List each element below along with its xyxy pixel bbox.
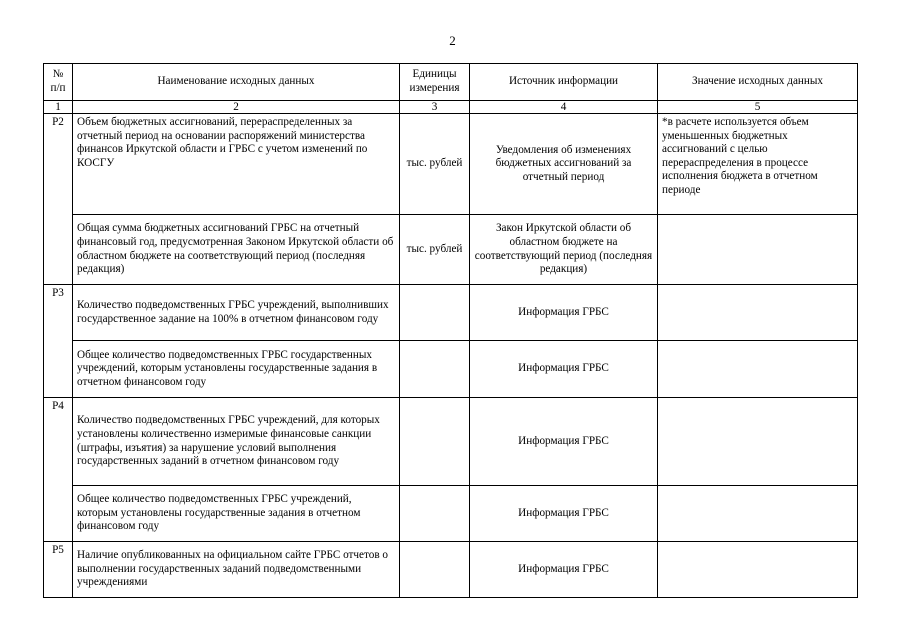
row-name: Объем бюджетных ассигнований, перераспределенных за отчетный период на основании распоряжений министерства финансов Иркутской области и ГРБС с учетом изменений по КОСГУ — [73, 114, 400, 215]
column-index: 1 — [44, 101, 73, 114]
row-value — [658, 341, 858, 398]
row-value — [658, 285, 858, 341]
header-unit: Единицы измерения — [400, 64, 470, 101]
table-row — [44, 114, 858, 215]
header-num: № п/п — [44, 64, 73, 101]
column-index-row — [44, 101, 858, 114]
row-number: Р2 — [44, 114, 73, 285]
row-source: Информация ГРБС — [470, 486, 658, 542]
row-number: Р5 — [44, 542, 73, 598]
table-row — [44, 285, 858, 341]
table-header-row — [44, 64, 858, 101]
table-row — [44, 341, 858, 398]
row-value — [658, 542, 858, 598]
row-value — [658, 486, 858, 542]
header-source: Источник информации — [470, 64, 658, 101]
row-number: Р4 — [44, 398, 73, 542]
column-index: 4 — [470, 101, 658, 114]
column-index: 5 — [658, 101, 858, 114]
row-unit — [400, 486, 470, 542]
row-source: Информация ГРБС — [470, 398, 658, 486]
row-name: Общая сумма бюджетных ассигнований ГРБС на отчетный финансовый год, предусмотренная Законом Иркутской области об областном бюджете на соответствующий период (последняя редакция) — [73, 215, 400, 285]
row-name: Общее количество подведомственных ГРБС учреждений, которым установлены государственные задания в отчетном финансовом году — [73, 486, 400, 542]
row-unit — [400, 398, 470, 486]
page-number: 2 — [449, 33, 456, 48]
row-unit — [400, 341, 470, 398]
row-name: Количество подведомственных ГРБС учреждений, выполнивших государственное задание на 100% в отчетном финансовом году — [73, 285, 400, 341]
row-source: Информация ГРБС — [470, 542, 658, 598]
row-source: Закон Иркутской области об областном бюджете на соответствующий период (последняя редакция) — [470, 215, 658, 285]
column-index: 3 — [400, 101, 470, 114]
table-row — [44, 215, 858, 285]
row-unit — [400, 285, 470, 341]
header-value: Значение исходных данных — [658, 64, 858, 101]
row-unit — [400, 542, 470, 598]
row-value — [658, 215, 858, 285]
row-name: Наличие опубликованных на официальном сайте ГРБС отчетов о выполнении государственных заданий подведомственными учреждениями — [73, 542, 400, 598]
row-unit: тыс. рублей — [400, 215, 470, 285]
column-index: 2 — [73, 101, 400, 114]
row-value-note: *в расчете используется объем уменьшенных бюджетных ассигнований с целью перераспределения в процессе исполнения бюджета в отчетном периоде — [658, 114, 858, 215]
table-row — [44, 486, 858, 542]
row-number: Р3 — [44, 285, 73, 398]
header-name: Наименование исходных данных — [73, 64, 400, 101]
row-source: Информация ГРБС — [470, 341, 658, 398]
table-row — [44, 398, 858, 486]
row-source: Информация ГРБС — [470, 285, 658, 341]
table-row — [44, 542, 858, 598]
row-source: Уведомления об изменениях бюджетных ассигнований за отчетный период — [470, 114, 658, 215]
row-unit: тыс. рублей — [400, 114, 470, 215]
source-data-table — [43, 63, 858, 598]
row-name: Общее количество подведомственных ГРБС государственных учреждений, которым установлены государственные задания в отчетном финансовом году — [73, 341, 400, 398]
row-name: Количество подведомственных ГРБС учреждений, для которых установлены количественно измеримые финансовые санкции (штрафы, изъятия) за нарушение условий выполнения государственных заданий в отчетном финансовом году — [73, 398, 400, 486]
row-value — [658, 398, 858, 486]
